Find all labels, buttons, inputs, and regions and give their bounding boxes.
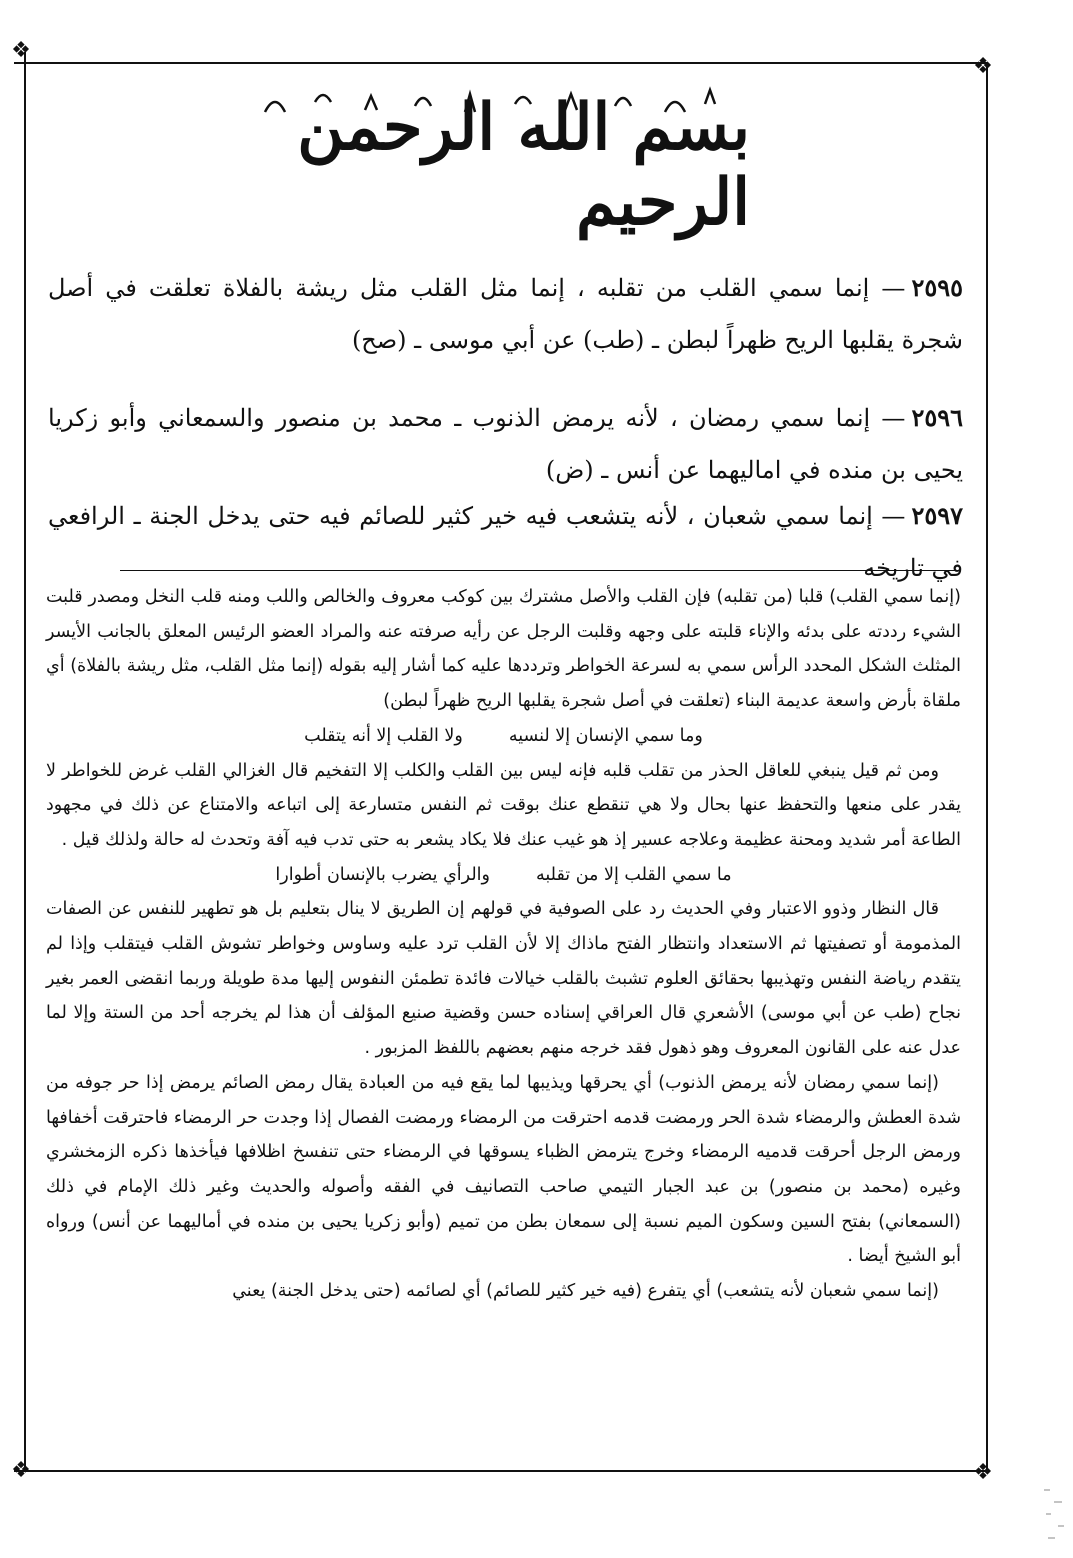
frame-border-right: [986, 62, 988, 1472]
poem-hemistich: ما سمي القلب إلا من تقلبه: [535, 864, 732, 885]
hadith-2596: [48, 392, 963, 496]
hadith-text: — إنما سمي شعبان ، لأنه يتشعب فيه خير كثير للصائم فيه حتى يدخل الجنة ـ الرافعي في تاريخه: [48, 502, 963, 582]
poem-hemistich: وما سمي الإنسان إلا لنسيه: [508, 725, 703, 746]
poem-verse: [46, 858, 961, 893]
corner-ornament-icon: ❖: [11, 1458, 31, 1483]
scan-edge-marks-icon: [1040, 1480, 1070, 1550]
corner-ornament-icon: ❖: [973, 1460, 993, 1485]
frame-border-bottom: [14, 1470, 987, 1472]
hadith-number: ٢٥٩٧: [911, 501, 963, 530]
hadith-number: ٢٥٩٦: [911, 403, 963, 432]
hadith-2595: [48, 262, 963, 366]
poem-hemistich: ولا القلب إلا أنه يتقلب: [304, 725, 463, 746]
commentary-paragraph: (إنما سمي القلب) قلبا (من تقلبه) فإن القلب والأصل مشترك بين كوكب معروف والخالص واللب ومنه قلب النخل ومصدر قلبت الشيء رددته على بدئه والإناء قلبته على وجهه وقلبت الرجل عن رأيه صرفته عنه والمراد العضو الرئيس المعلق بالجانب الأيسر المثلث الشكل المحدد الرأس سمي به لسرعة الخواطر وترددها عليه كما أشار إليه بقوله (إنما مثل القلب، مثل ريشة بالفلاة) أي ملقاة بأرض واسعة عديمة البناء (تعلقت في أصل شجرة يقلبها الريح ظهراً لبطن): [46, 587, 961, 712]
section-divider: [120, 570, 960, 571]
commentary-paragraph: (إنما سمي رمضان لأنه يرمض الذنوب) أي يحرقها ويذيبها لما يقع فيه من العبادة يقال رمض الصائم يرمض إذا حر جوفه من شدة العطش والرمضاء شدة الحر ورمضت قدمه احترقت من الرمضاء ورمضت الفصال إذا وجدت حر الرمضاء فاحترقت أخفافها ورمض الرجل أحرقت قدميه الرمضاء وخرج يترمض الظباء يسوقها في الرمضاء حتى تنفسخ اظلافها فيأخذها ذكره الزمخشري وغيره (محمد بن منصور) بن عبد الجبار التيمي صاحب التصانيف في الفقه وأصوله والحديث وغير ذلك الإمام في ذلك (السمعاني) بفتح السين وسكون الميم نسبة إلى سمعان بطن من تميم (وأبو زكريا يحيى بن منده في أماليهما عن أنس) ورواه أبو الشيخ أيضا .: [46, 1072, 961, 1267]
frame-border-left: [24, 52, 26, 1472]
corner-ornament-icon: ❖: [973, 54, 993, 79]
poem-verse: [46, 719, 961, 754]
commentary-paragraph: قال النظار وذوو الاعتبار وفي الحديث رد على الصوفية في قولهم إن الطريق لا ينال بتعليم بل هو تطهير للنفس عن الصفات المذمومة أو تصفيتها ثم الاستعداد وانتظار الفتح ماذاك إلا لأن القلب ترد عليه وساوس وخواطر تشوش القلب فيتقلب وإذا لم يتقدم رياضة النفس وتهذيبها بحقائق العلوم تشبث بالقلب خيالات فائدة تطمئن النفوس إليها مدة طويلة وربما انقضى العمر بغير نجاح (طب عن أبي موسى) الأشعري قال العراقي إسناده حسن وقضية صنيع المؤلف أن هذا لم يخرجه أحد من الستة وإلا لما عدل عنه على القانون المعروف وهو ذهول فقد خرجه منهم بعضهم باللفظ المزبور .: [46, 899, 961, 1059]
poem-hemistich: والرأي يضرب بالإنسان أطوارا: [275, 864, 490, 885]
corner-ornament-icon: ❖: [11, 38, 31, 63]
hadith-text: — إنما سمي رمضان ، لأنه يرمض الذنوب ـ محمد بن منصور والسمعاني وأبو زكريا يحيى بن منده في اماليهما عن أنس ـ (ض): [48, 404, 963, 484]
basmala-heading: بسم الله الرحمن الرحيم: [297, 90, 750, 240]
commentary-paragraph: (إنما سمي شعبان لأنه يتشعب) أي يتفرع (فيه خير كثير للصائم) أي لصائمه (حتى يدخل الجنة) يعني: [232, 1281, 939, 1302]
hadith-text: — إنما سمي القلب من تقلبه ، إنما مثل القلب مثل ريشة بالفلاة تعلقت في أصل شجرة يقلبها الريح ظهراً لبطن ـ (طب) عن أبي موسى ـ (صح): [48, 274, 963, 354]
hadith-2597: [48, 490, 963, 594]
commentary-section: [46, 580, 961, 1309]
commentary-paragraph: ومن ثم قيل ينبغي للعاقل الحذر من تقلب قلبه فإنه ليس بين القلب والكلب إلا التفخيم قال الغزالي القلب غرض للخواطر لا يقدر على منعها والتحفظ عنها بحال ولا هي تنقطع عنك بوقت ثم النفس متسارعة إلى اتباعه والامتناع عن ذلك في مجهود الطاعة أمر شديد ومحنة عظيمة وعلاجه عسير إذ هو غيب عنك فلا يكاد يشعر به حتى تدب فيه آفة وتحدث له حالة ولذلك قيل .: [46, 760, 961, 850]
hadith-number: ٢٥٩٥: [911, 273, 963, 302]
frame-border-top: [14, 62, 987, 64]
